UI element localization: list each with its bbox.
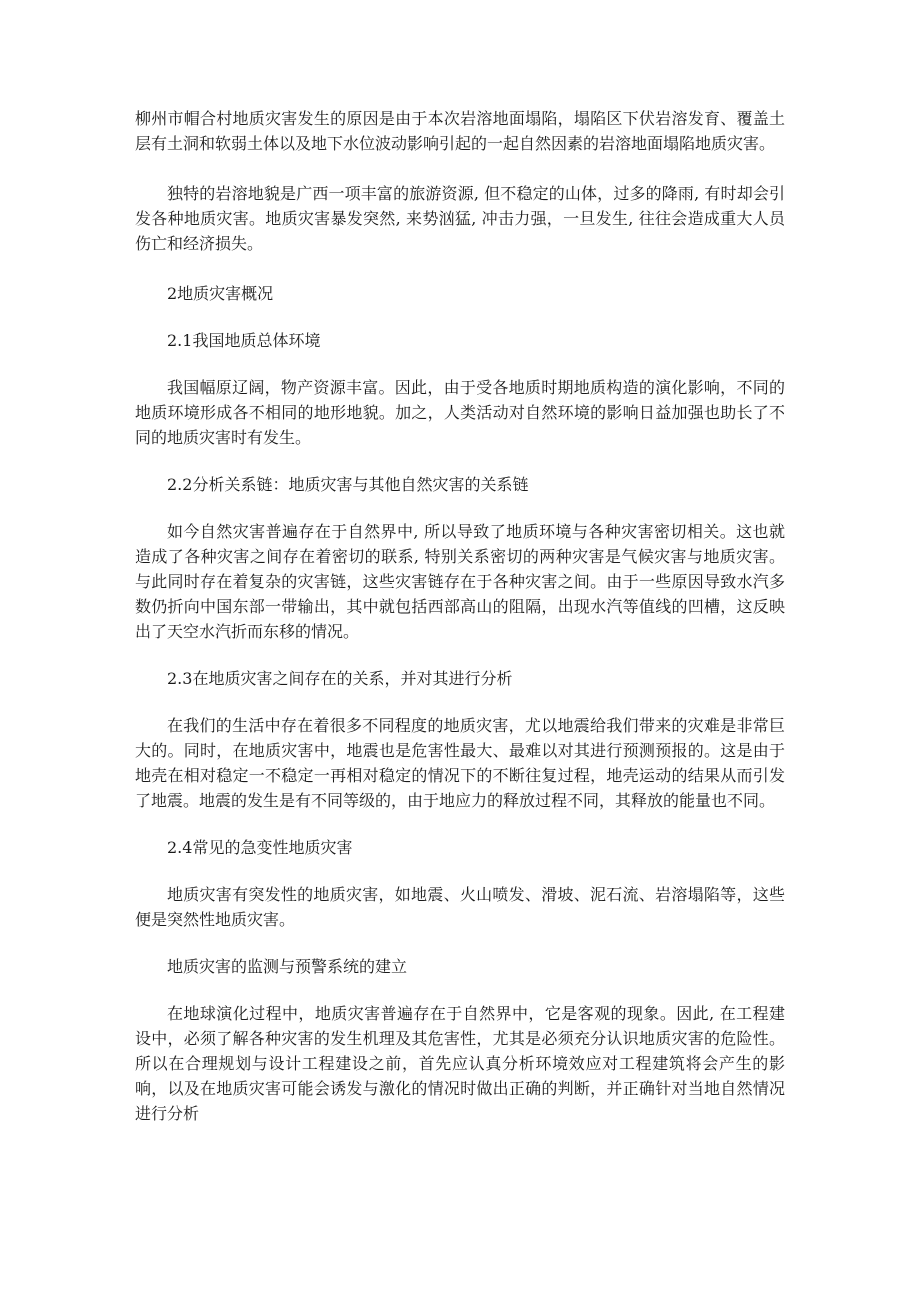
paragraph-monitoring: 在地球演化过程中，地质灾害普遍存在于自然界中，它是客观的现象。因此, 在工程建设中，必须了解各种灾害的发生机理及其危害性，尤其是必须充分认识地质灾害的危险性。所以在合理规划与设计工程建设之前，首先应认真分析环境效应对工程建筑将会产生的影响，以及在地质灾害可能会诱发与激化的情况时做出正确的判断，并正确针对当地自然情况进行分析 <box>135 1004 785 1123</box>
paragraph-earthquake: 在我们的生活中存在着很多不同程度的地质灾害，尤以地震给我们带来的灾难是非常巨大的。同时，在地质灾害中，地震也是危害性最大、最难以对其进行预测预报的。这是由于地壳在相对稳定一不稳定一再相对稳定的情况下的不断往复过程，地壳运动的结果从而引发了地震。地震的发生是有不同等级的，由于地应力的释放过程不同，其释放的能量也不同。 <box>135 716 785 810</box>
paragraph-relation-chain: 如今自然灾害普遍存在于自然界中, 所以导致了地质环境与各种灾害密切相关。这也就造成了各种灾害之间存在着密切的联系, 特别关系密切的两种灾害是气候灾害与地质灾害。与此同时存在着复杂的灾害链，这些灾害链存在于各种灾害之间。由于一些原因导致水汽多数仍折向中国东部一带输出，其中就包括西部高山的阻隔，出现水汽等值线的凹槽，这反映出了天空水汽折而东移的情况。 <box>135 522 785 641</box>
paragraph-environment: 我国幅原辽阔，物产资源丰富。因此，由于受各地质时期地质构造的演化影响，不同的地质环境形成各不相同的地形地貌。加之，人类活动对自然环境的影响日益加强也助长了不同的地质灾害时有发生。 <box>135 378 785 447</box>
section-heading-2-2: 2.2分析关系链：地质灾害与其他自然灾害的关系链 <box>167 475 529 494</box>
section-heading-2-4: 2.4常见的急变性地质灾害 <box>167 838 353 857</box>
section-heading-2: 2地质灾害概况 <box>167 284 274 303</box>
paragraph-cause: 柳州市帽合村地质灾害发生的原因是由于本次岩溶地面塌陷，塌陷区下伏岩溶发育、覆盖土层有土洞和软弱土体以及地下水位波动影响引起的一起自然因素的岩溶地面塌陷地质灾害。 <box>135 109 785 153</box>
paragraph-sudden-disasters: 地质灾害有突发性的地质灾害，如地震、火山喷发、滑坡、泥石流、岩溶塌陷等，这些便是突然性地质灾害。 <box>135 885 785 929</box>
paragraph-karst-landscape: 独特的岩溶地貌是广西一项丰富的旅游资源, 但不稳定的山体，过多的降雨, 有时却会引发各种地质灾害。地质灾害暴发突然, 来势汹猛, 冲击力强，一旦发生, 往往会造成重大人员伤亡和经济损失。 <box>135 184 785 253</box>
document-page <box>135 106 785 1126</box>
section-heading-monitoring: 地质灾害的监测与预警系统的建立 <box>167 957 408 976</box>
section-heading-2-1: 2.1我国地质总体环境 <box>167 331 321 350</box>
section-heading-2-3: 2.3在地质灾害之间存在的关系，并对其进行分析 <box>167 669 513 688</box>
